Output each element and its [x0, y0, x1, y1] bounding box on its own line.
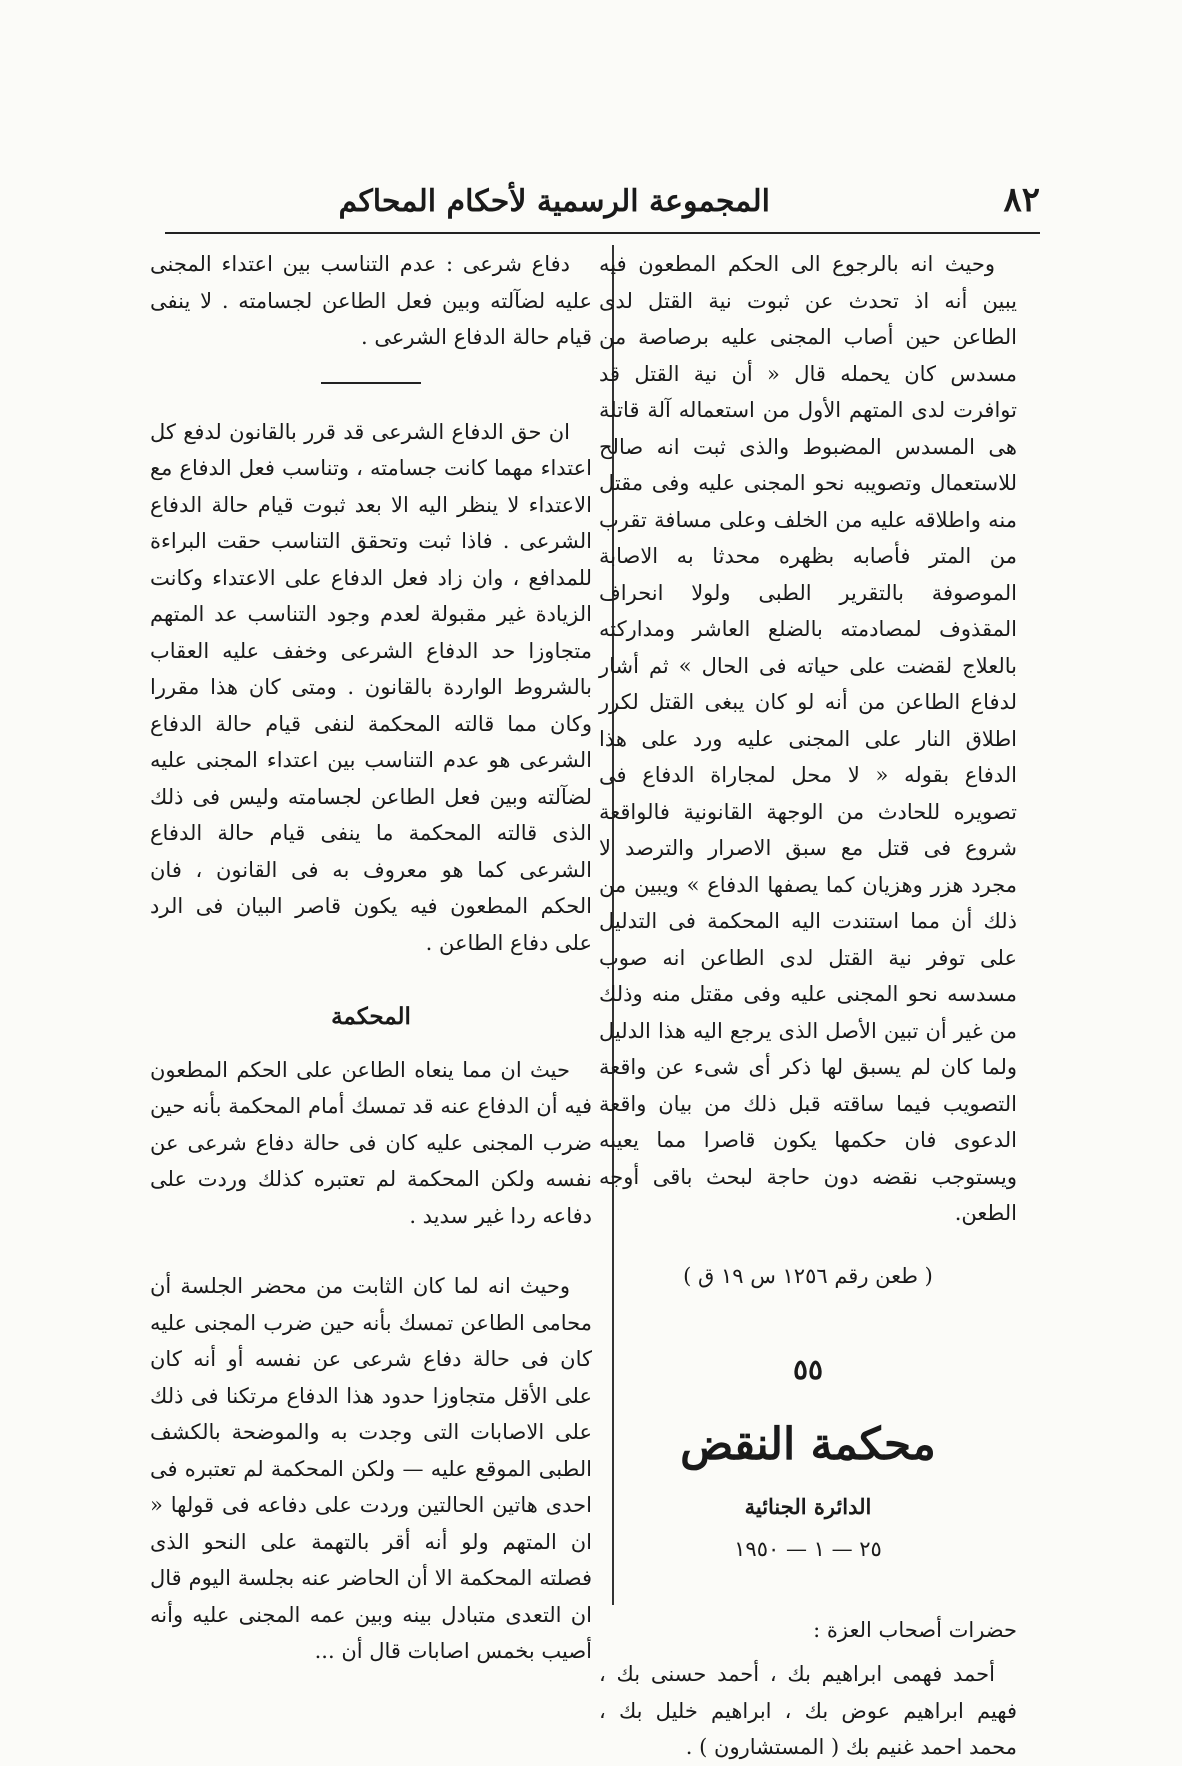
- court-name: محكمة النقض: [680, 1418, 936, 1470]
- section-title: المحكمة: [331, 1003, 411, 1030]
- paragraph-gap: [150, 1234, 592, 1268]
- right-column: [599, 246, 1017, 1766]
- court-circuit: الدائرة الجنائية: [744, 1493, 872, 1519]
- judgment-date: ٢٥ — ١ — ١٩٥٠: [734, 1537, 882, 1561]
- left-paragraph-2: حيث ان مما ينعاه الطاعن على الحكم المطعون فيه أن الدفاع عنه قد تمسك أمام المحكمة بأنه حين ضرب المجنى عليه كان فى حالة دفاع شرعى عن نفسه ولكن المحكمة لم تعتبره كذلك وردت على دفاعه ردا غير سديد .: [150, 1057, 592, 1228]
- judges-heading: حضرات أصحاب العزة :: [813, 1617, 1017, 1642]
- separator-rule: [321, 382, 421, 384]
- header-rule: [165, 232, 1040, 234]
- left-column: [150, 246, 592, 1670]
- right-paragraph-1: وحيث انه بالرجوع الى الحكم المطعون فيه يبين أنه اذ تحدث عن ثبوت نية القتل لدى الطاعن حين أصاب المجنى عليه برصاصة من مسدس كان يحمله قال « أن نية القتل قد توافرت لدى المتهم الأول من استعماله آلة قاتلة هى المسدس المضبوط والذى ثبت انه صالح للاستعمال وتصويبه نحو المجنى عليه وفى مقتل منه واطلاقه عليه من الخلف وعلى مسافة تقرب من المتر فأصابه بظهره محدثا به الاصابة الموصوفة بالتقرير الطبى ولولا انحراف المقذوف لمصادمته بالضلع العاشر ومداركته بالعلاج لقضت على حياته فى الحال » ثم أشار لدفاع الطاعن من أنه لو كان يبغى القتل لكرر اطلاق النار على المجنى عليه ورد على هذا الدفاع بقوله « لا محل لمجاراة الدفاع فى تصويره للحادث من الوجهة القانونية فالواقعة شروع فى قتل مع سبق الاصرار والترصد لا مجرد هزر وهزيان كما يصفها الدفاع » ويبين من ذلك أن مما استندت اليه المحكمة فى التدليل على توفر نية القتل لدى الطاعن انه صوب مسدسه نحو المجنى عليه وفى مقتل منه وذلك من غير أن تبين الأصل الذى يرجع اليه هذا الدليل ولما كان لم يسبق لها ذكر أى شىء عن واقعة التصويب فيما ساقته قبل ذلك من بيان واقعة الدعوى فان حكمها يكون قاصرا مما يعيبه ويستوجب نقضه دون حاجة لبحث باقى أوجه الطعن.: [599, 252, 1017, 1225]
- case-number: ٥٥: [792, 1353, 824, 1386]
- page-number: ٨٢: [1003, 180, 1040, 220]
- appeal-reference: ( طعن رقم ١٢٥٦ س ١٩ ق ): [683, 1263, 933, 1288]
- judges-list: أحمد فهمى ابراهيم بك ، أحمد حسنى بك ، فهيم ابراهيم عوض بك ، ابراهيم خليل بك ، محمد احمد غنيم بك ( المستشارون ) .: [599, 1662, 1017, 1759]
- case-summary: دفاع شرعى : عدم التناسب بين اعتداء المجنى عليه لضآلته وبين فعل الطاعن لجسامته . لا ينفى قيام حالة الدفاع الشرعى .: [150, 252, 592, 349]
- legal-principle: ان حق الدفاع الشرعى قد قرر بالقانون لدفع كل اعتداء مهما كانت جسامته ، وتناسب فعل الدفاع مع الاعتداء لا ينظر اليه الا بعد ثبوت قيام حالة الدفاع الشرعى . فاذا ثبت وتحقق التناسب حقت البراءة للمدافع ، وان زاد فعل الدفاع على الاعتداء وكانت الزيادة غير مقبولة لعدم وجود التناسب عد المتهم متجاوزا حد الدفاع الشرعى وخفف عليه العقاب بالشروط الواردة بالقانون . ومتى كان هذا مقررا وكان مما قالته المحكمة لنفى قيام حالة الدفاع الشرعى هو عدم التناسب بين اعتداء المجنى عليه لضآلته وبين فعل الطاعن لجسامته وليس فى ذلك الذى قالته المحكمة ما ينفى قيام حالة الدفاع الشرعى كما هو معروف به فى القانون ، فان الحكم المطعون فيه يكون قاصر البيان فى الرد على دفاع الطاعن .: [150, 419, 592, 955]
- left-paragraph-3: وحيث انه لما كان الثابت من محضر الجلسة أن محامى الطاعن تمسك بأنه حين ضرب المجنى عليه كان فى حالة دفاع شرعى عن نفسه أو أنه كان على الأقل متجاوزا حدود هذا الدفاع مرتكنا فى ذلك على الاصابات التى وجدت به والموضحة بالكشف الطبى الموقع عليه — ولكن المحكمة لم تعتبره فى احدى هاتين الحالتين وردت على دفاعه فى قولها « ان المتهم ولو أنه أقر بالتهمة على النحو الذى فصلته المحكمة الا أن الحاضر عنه بجلسة اليوم قال ان التعدى متبادل بينه وبين عمه المجنى عليه وأنه أصيب بخمس اصابات قال أن ...: [150, 1274, 592, 1663]
- running-title: المجموعة الرسمية لأحكام المحاكم: [338, 184, 770, 219]
- page-header: [160, 180, 1040, 226]
